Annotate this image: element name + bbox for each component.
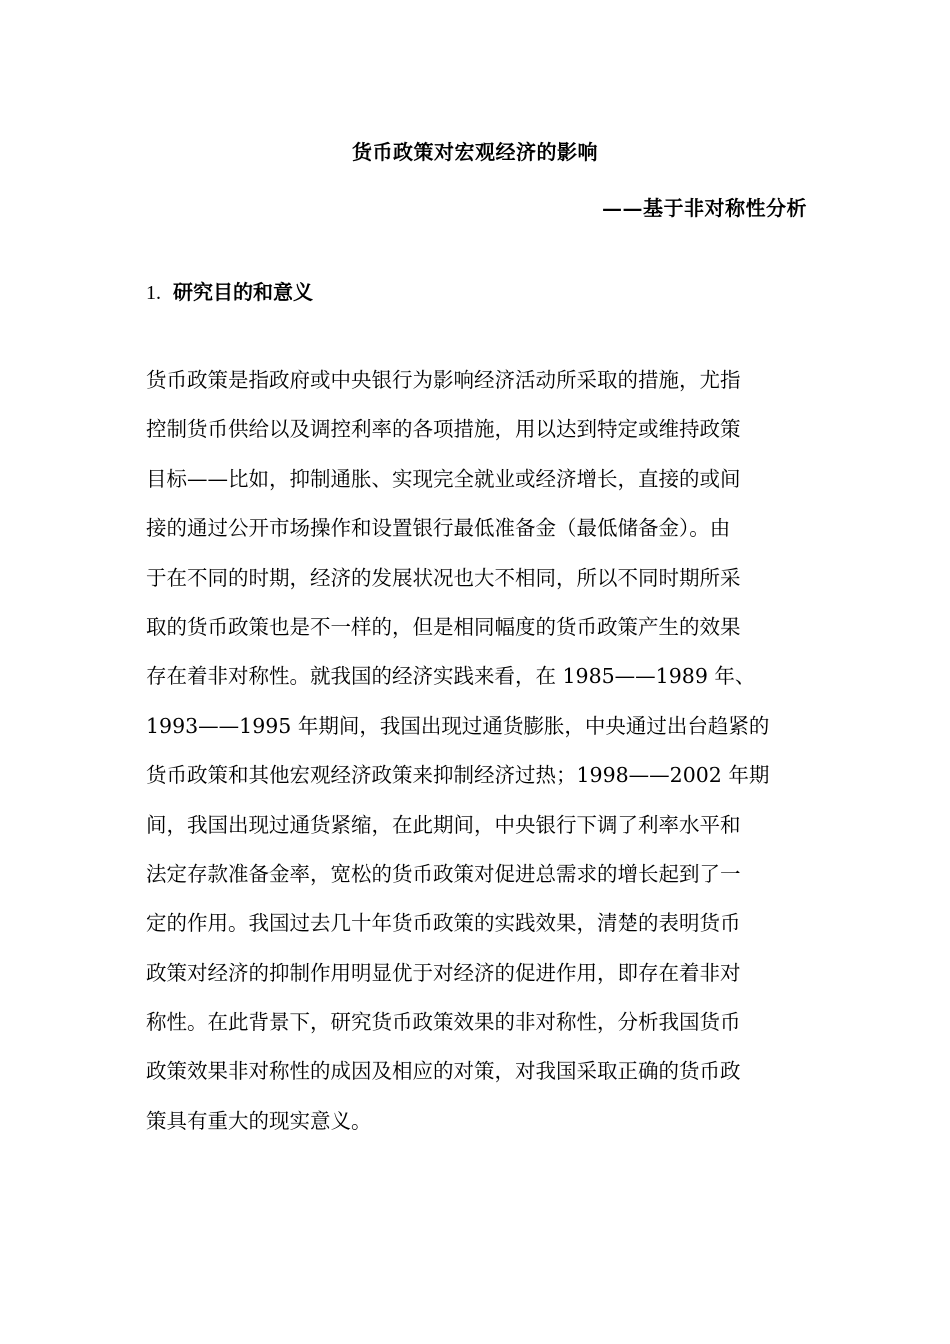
paragraph-line: 货币政策是指政府或中央银行为影响经济活动所采取的措施，尤指 <box>146 368 741 392</box>
paragraph-line: 策具有重大的现实意义。 <box>146 1108 372 1133</box>
paragraph-line: 存在着非对称性。就我国的经济实践来看，在 1985——1989 年、 <box>146 664 756 689</box>
paragraph-line: 取的货币政策也是不一样的，但是相同幅度的货币政策产生的效果 <box>146 614 741 639</box>
paragraph-line: 政策对经济的抑制作用明显优于对经济的促进作用，即存在着非对 <box>146 960 741 985</box>
section-number: 1. <box>146 282 161 304</box>
paragraph-line: 法定存款准备金率，宽松的货币政策对促进总需求的增长起到了一 <box>146 861 741 886</box>
paragraph-line: 1993——1995 年期间，我国出现过通货膨胀，中央通过出台趋紧的 <box>146 713 770 738</box>
paragraph-line: 于在不同的时期，经济的发展状况也大不相同，所以不同时期所采 <box>146 565 741 590</box>
paragraph-line: 货币政策和其他宏观经济政策来抑制经济过热；1998——2002 年期 <box>146 763 770 788</box>
section-heading <box>146 277 313 308</box>
paragraph-line: 政策效果非对称性的成因及相应的对策，对我国采取正确的货币政 <box>146 1059 741 1084</box>
paragraph-line: 称性。在此背景下，研究货币政策效果的非对称性，分析我国货币 <box>146 1010 741 1035</box>
section-title: 研究目的和意义 <box>173 280 313 304</box>
document-subtitle: ——基于非对称性分析 <box>602 196 807 220</box>
paragraph-line: 接的通过公开市场操作和设置银行最低准备金（最低储备金）。由 <box>146 516 731 541</box>
paragraph-line: 目标——比如，抑制通胀、实现完全就业或经济增长，直接的或间 <box>146 466 741 491</box>
document-title: 货币政策对宏观经济的影响 <box>352 140 598 164</box>
paragraph-line: 定的作用。我国过去几十年货币政策的实践效果，清楚的表明货币 <box>146 911 741 936</box>
body-paragraph <box>146 356 802 1146</box>
paragraph-line: 控制货币供给以及调控利率的各项措施，用以达到特定或维持政策 <box>146 417 741 442</box>
paragraph-line: 间，我国出现过通货紧缩，在此期间，中央银行下调了利率水平和 <box>146 812 741 837</box>
